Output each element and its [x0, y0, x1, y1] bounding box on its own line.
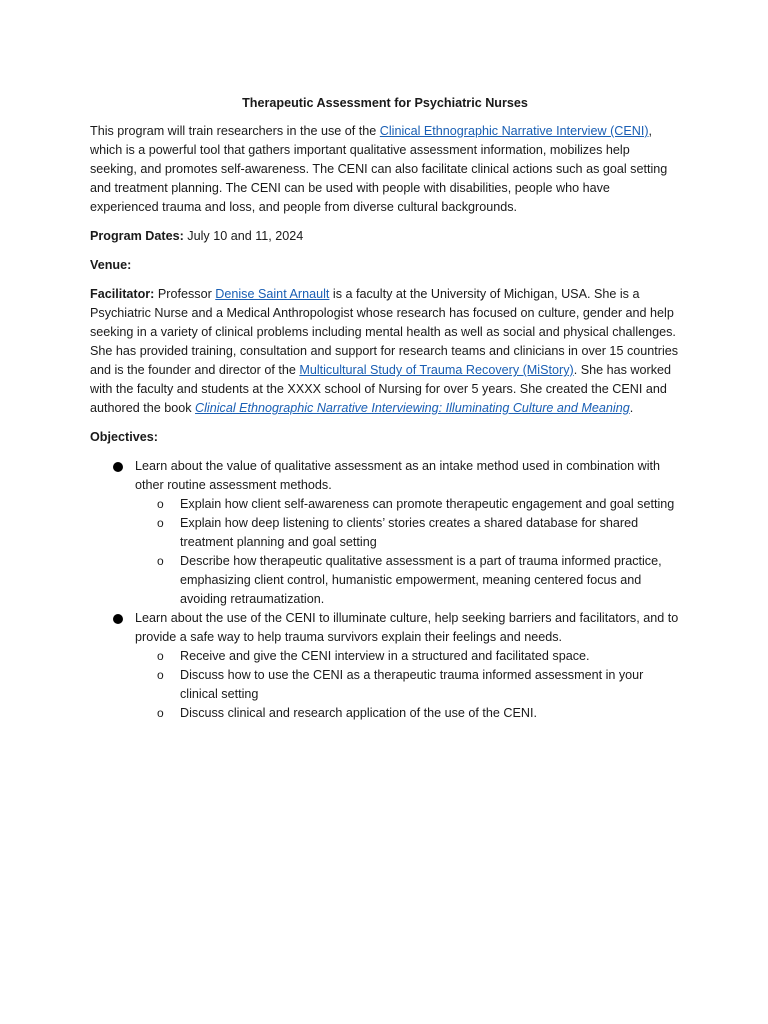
venue-paragraph — [90, 256, 680, 275]
sub-objective-text: Receive and give the CENI interview in a structured and facilitated space. — [180, 649, 590, 663]
objectives-heading-paragraph — [90, 428, 680, 447]
objective-text: Learn about the use of the CENI to illuminate culture, help seeking barriers and facilitators, and to provide a safe way to help trauma survivors explain their feelings and needs. — [135, 611, 679, 644]
facilitator-paragraph — [90, 285, 680, 418]
facilitator-pre: Professor — [154, 287, 216, 301]
intro-paragraph — [90, 122, 680, 217]
program-dates-value: July 10 and 11, 2024 — [183, 229, 304, 243]
circle-bullet-icon: o — [157, 706, 164, 720]
sub-objective-item — [135, 666, 680, 704]
intro-text-end: , which is a powerful tool that gathers important qualitative assessment information, mobilizes help seeking, and promotes self-awareness. The CENI can also facilitate clinical actions such as goal setting and treatment planning. The CENI can be used with people with disabilities, people who have experienced trauma and loss, and people from diverse cultural backgrounds. — [90, 124, 668, 214]
sub-objective-text: Discuss clinical and research application of the use of the CENI. — [180, 706, 538, 720]
sub-objective-text: Describe how therapeutic qualitative assessment is a part of trauma informed practice, emphasizing client control, humanistic empowerment, meaning centered focus and avoiding retraumatization. — [180, 554, 662, 606]
sub-objective-item — [135, 495, 680, 514]
sub-objective-item — [135, 552, 680, 609]
intro-text-start: This program will train researchers in the use of the — [90, 124, 380, 138]
venue-label: Venue: — [90, 258, 132, 272]
sub-objective-item — [135, 514, 680, 552]
circle-bullet-icon: o — [157, 516, 164, 530]
circle-bullet-icon: o — [157, 649, 164, 663]
facilitator-text-2: . She has worked with the faculty and students at the XXXX school of Nursing for over 5 years. She created the CENI and authored the book — [90, 363, 672, 415]
objective-item-2 — [90, 609, 680, 723]
sub-objective-text: Discuss how to use the CENI as a therapeutic trauma informed assessment in your clinical setting — [180, 668, 644, 701]
sub-objective-text: Explain how deep listening to clients’ stories creates a shared database for shared treatment planning and goal setting — [180, 516, 639, 549]
objective-text: Learn about the value of qualitative assessment as an intake method used in combination with other routine assessment methods. — [135, 459, 661, 492]
sub-objectives-list — [135, 495, 680, 609]
sub-objectives-list — [135, 647, 680, 723]
bullet-icon — [113, 462, 123, 472]
facilitator-text-3: . — [629, 401, 634, 415]
facilitator-text-1: is a faculty at the University of Michigan, USA. She is a Psychiatric Nurse and a Medical Anthropologist whose research has focused on culture, gender and help seeking in a variety of clinical problems including mental health as well as social and physical challenges. She has provided training, consultation and support for research teams and clinicians in over 15 countries and is the founder and director of the — [90, 287, 679, 377]
circle-bullet-icon: o — [157, 668, 164, 682]
document-title: Therapeutic Assessment for Psychiatric Nurses — [242, 96, 528, 110]
program-dates-label: Program Dates: — [90, 229, 184, 243]
mistory-link[interactable]: Multicultural Study of Trauma Recovery (MiStory) — [299, 363, 574, 377]
program-dates-paragraph — [90, 227, 680, 246]
ceni-link[interactable]: Clinical Ethnographic Narrative Interview (CENI) — [379, 124, 649, 138]
sub-objective-item — [135, 704, 680, 723]
facilitator-name-link[interactable]: Denise Saint Arnault — [215, 287, 330, 301]
objectives-label: Objectives: — [90, 430, 158, 444]
circle-bullet-icon: o — [157, 497, 164, 511]
objectives-list — [90, 457, 680, 723]
bullet-icon — [113, 614, 123, 624]
book-link[interactable]: Clinical Ethnographic Narrative Interviewing: Illuminating Culture and Meaning — [195, 401, 630, 415]
circle-bullet-icon: o — [157, 554, 164, 568]
sub-objective-item — [135, 647, 680, 666]
sub-objective-text: Explain how client self-awareness can promote therapeutic engagement and goal setting — [180, 497, 675, 511]
objective-item-1 — [90, 457, 680, 609]
facilitator-label: Facilitator: — [90, 287, 155, 301]
